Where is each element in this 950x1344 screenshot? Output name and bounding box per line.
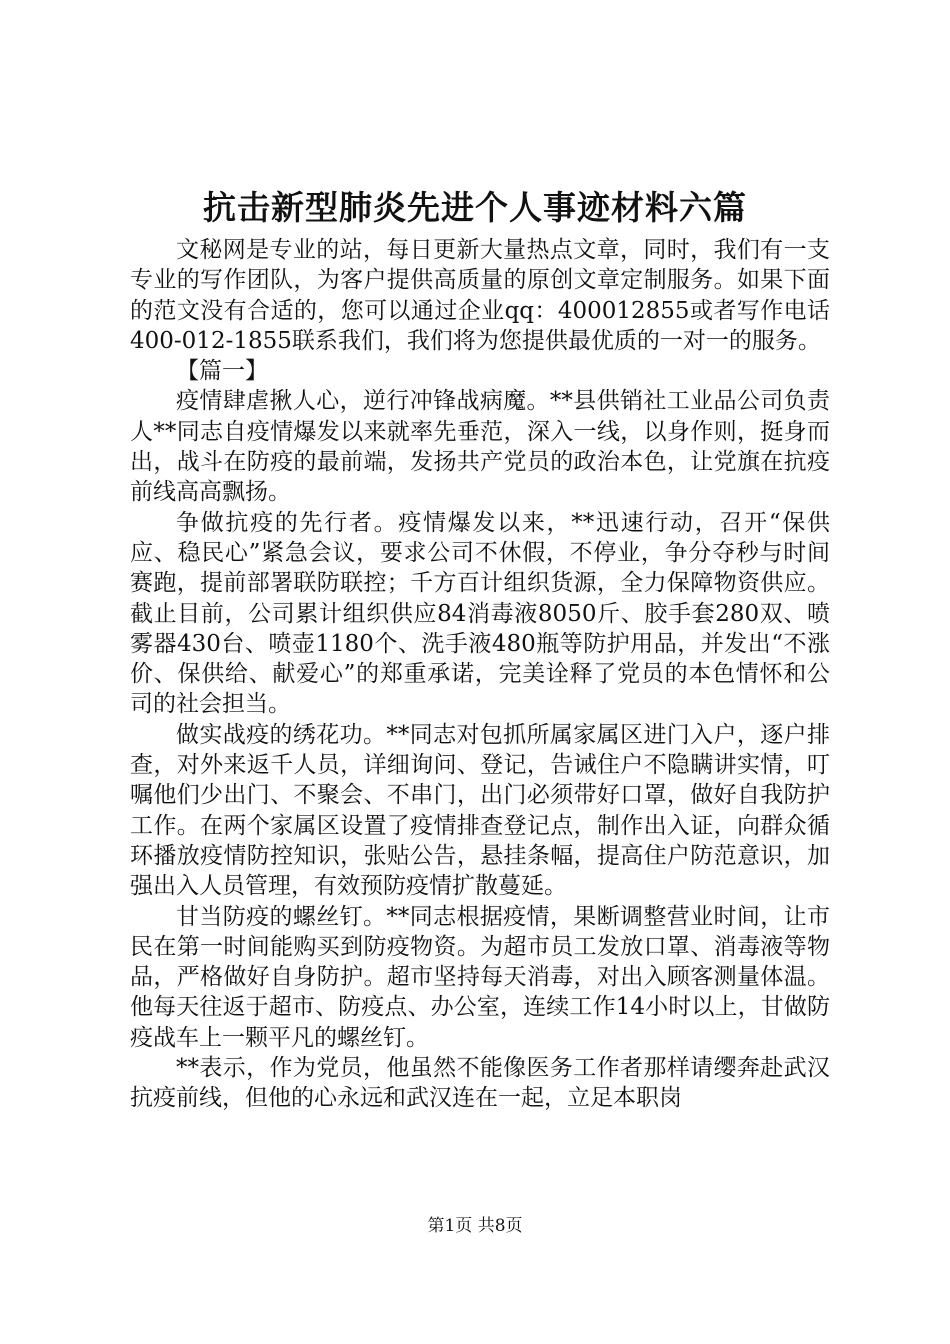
body-paragraph: 争做抗疫的先行者。疫情爆发以来，**迅速行动，召开“保供应、稳民心”紧急会议，要求公司不休假，不停业，争分夺秒与时间赛跑，提前部署联防联控；千方百计组织货源，全力保障物资供应。截止目前，公司累计组织供应84消毒液8050斤、胶手套280双、喷雾器430台、喷壶1180个、洗手液480瓶等防护用品，并发出“不涨价、保供给、献爱心”的郑重承诺，完美诠释了党员的本色情怀和公司的社会担当。 [130,509,830,718]
body-paragraph: **表示，作为党员，他虽然不能像医务工作者那样请缨奔赴武汉抗疫前线，但他的心永远和武汉连在一起，立足本职岗 [130,1055,830,1112]
body-paragraph: 疫情肆虐揪人心，逆行冲锋战病魔。**县供销社工业品公司负责人**同志自疫情爆发以来就率先垂范，深入一线，以身作则，挺身而出，战斗在防疫的最前端，发扬共产党员的政治本色，让党旗在抗疫前线高高飘扬。 [130,388,830,506]
body-paragraph: 做实战疫的绣花功。**同志对包抓所属家属区进门入户，逐户排查，对外来返千人员，详细询问、登记，告诫住户不隐瞒讲实情，叮嘱他们少出门、不聚会、不串门，出门必须带好口罩，做好自我防护工作。在两个家属区设置了疫情排查登记点，制作出入证，向群众循环播放疫情防控知识，张贴公告，悬挂条幅，提高住户防范意识，加强出入人员管理，有效预防疫情扩散蔓延。 [130,721,830,900]
document-body [130,235,830,1114]
body-paragraph: 甘当防疫的螺丝钉。**同志根据疫情，果断调整营业时间，让市民在第一时间能购买到防疫物资。为超市员工发放口罩、消毒液等物品，严格做好自身防护。超市坚持每天消毒，对出入顾客测量体温。他每天往返于超市、防疫点、办公室，连续工作14小时以上，甘做防疫战车上一颗平凡的螺丝钉。 [130,903,830,1051]
document-title: 抗击新型肺炎先进个人事迹材料六篇 [203,188,747,227]
intro-paragraph: 文秘网是专业的站，每日更新大量热点文章，同时，我们有一支专业的写作团队，为客户提供高质量的原创文章定制服务。如果下面的范文没有合适的，您可以通过企业qq：400012855或者写作电话400-012-1855联系我们，我们将为您提供最优质的一对一的服务。 [130,237,830,354]
section-heading: 【篇一】 [176,358,268,385]
page-number-footer: 第1页 共8页 [427,1216,523,1236]
